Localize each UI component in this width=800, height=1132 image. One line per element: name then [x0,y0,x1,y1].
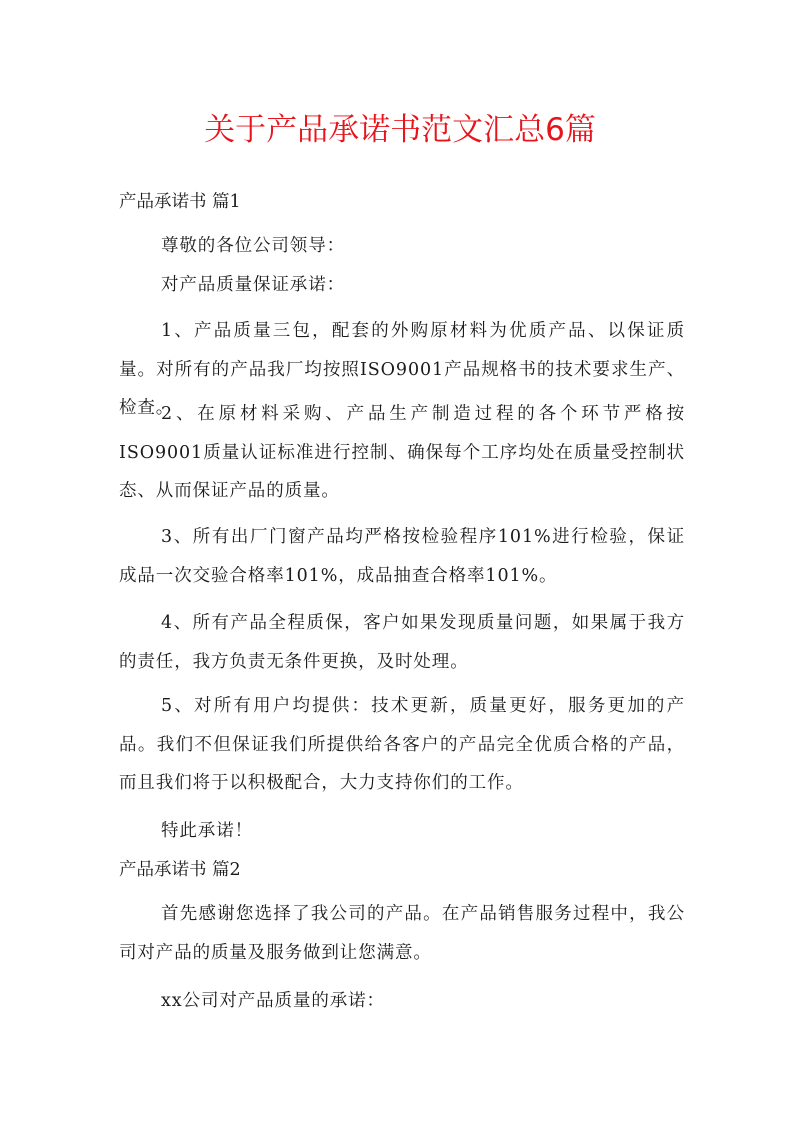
section1-closing: 特此承诺！ [161,821,253,841]
page-title: 关于产品承诺书范文汇总6篇 [204,112,596,148]
section2-heading: 产品承诺书 篇2 [119,860,241,880]
section1-intro: 对产品质量保证承诺： [161,275,345,295]
section2-intro: xx公司对产品质量的承诺： [161,991,385,1011]
commitment-item-2: 2、在原材料采购、产品生产制造过程的各个环节严格按ISO9001质量认证标准进行控制、确保每个工序均处在质量受控制状态、从而保证产品的质量。 [119,404,685,501]
commitment-item-1: 1、产品质量三包，配套的外购原材料为优质产品、以保证质量。对所有的产品我厂均按照ISO9001产品规格书的技术要求生产、检查。 [119,321,685,418]
section2-paragraph: 首先感谢您选择了我公司的产品。在产品销售服务过程中，我公司对产品的质量及服务做到让您满意。 [119,904,685,963]
commitment-item-3: 3、所有出厂门窗产品均严格按检验程序101%进行检验，保证成品一次交验合格率101%，成品抽查合格率101%。 [119,527,685,586]
section1-heading: 产品承诺书 篇1 [119,192,241,212]
commitment-item-5: 5、对所有用户均提供：技术更新，质量更好，服务更加的产品。我们不但保证我们所提供给各客户的产品完全优质合格的产品，而且我们将于以积极配合，大力支持你们的工作。 [119,696,685,793]
section1-greeting: 尊敬的各位公司领导： [161,236,345,256]
commitment-item-4: 4、所有产品全程质保，客户如果发现质量问题，如果属于我方的责任，我方负责无条件更换，及时处理。 [119,613,685,672]
